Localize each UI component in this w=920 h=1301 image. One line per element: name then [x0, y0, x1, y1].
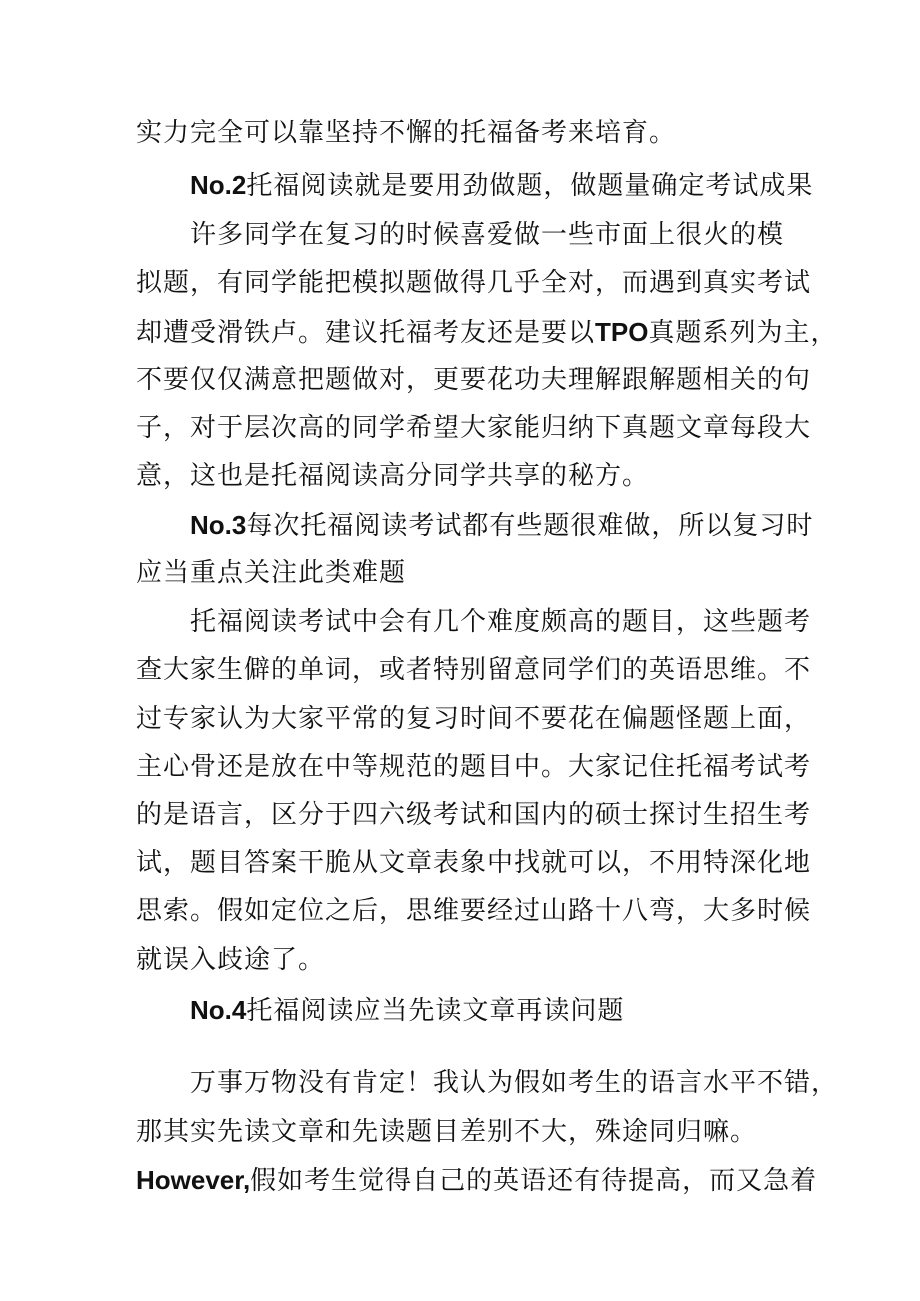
paragraph-line [136, 266, 811, 300]
line-text: 万事万物没有肯定！我认为假如考生的语言水平不错， [190, 1068, 839, 1098]
heading-text: 托福阅读应当先读文章再读问题 [246, 996, 625, 1026]
line-text: 意，这也是托福阅读高分同学共享的秘方。 [136, 461, 650, 491]
paragraph-line [136, 459, 649, 493]
line-text: 思索。假如定位之后，思维要经过山路十八弯，大多时候 [136, 896, 812, 926]
heading-number: No.2 [190, 170, 247, 200]
paragraph-line [136, 315, 837, 350]
section-heading-no3-cont [136, 556, 406, 590]
paragraph-line [136, 894, 811, 928]
line-text: 试，题目答案干脆从文章表象中找就可以，不用特深化地 [136, 848, 812, 878]
paragraph-line [136, 798, 811, 832]
paragraph-line [136, 846, 811, 880]
paragraph-line [136, 702, 811, 736]
line-text: 真题系列为主， [648, 318, 838, 348]
however-term: However, [136, 1165, 251, 1195]
paragraph-line [136, 1115, 757, 1149]
paragraph-line [136, 363, 811, 397]
section-heading-no2 [190, 168, 813, 203]
line-text: 子，对于层次高的同学希望大家能归纳下真题文章每段大 [136, 413, 812, 443]
line-text: 的是语言，区分于四六级考试和国内的硕士探讨生招生考 [136, 800, 812, 830]
line-text: 主心骨还是放在中等规范的题目中。大家记住托福考试考 [136, 752, 812, 782]
heading-text: 每次托福阅读考试都有些题很难做，所以复习时 [246, 511, 814, 541]
line-text: 就误入歧途了。 [136, 945, 326, 975]
heading-number: No.4 [190, 995, 247, 1025]
line-text: 实力完全可以靠坚持不懈的托福备考来培育。 [136, 118, 677, 148]
line-text: 托福阅读考试中会有几个难度颇高的题目，这些题考 [190, 607, 812, 637]
line-text: 假如考生觉得自己的英语还有待提高，而又急着 [250, 1166, 818, 1196]
paragraph-line [136, 943, 325, 977]
paragraph-line [190, 605, 811, 639]
paragraph-line [136, 1163, 817, 1198]
section-heading-no4 [190, 993, 624, 1028]
heading-number: No.3 [190, 510, 247, 540]
paragraph-line [136, 411, 811, 445]
paragraph-line [190, 1066, 838, 1100]
line-text: 查大家生僻的单词，或者特别留意同学们的英语思维。不 [136, 655, 812, 685]
line-text: 却遭受滑铁卢。建议托福考友还是要以 [136, 318, 596, 348]
heading-text: 托福阅读就是要用劲做题，做题量确定考试成果 [246, 171, 814, 201]
line-text: 那其实先读文章和先读题目差别不大，殊途同归嘛。 [136, 1117, 758, 1147]
paragraph-line [136, 116, 676, 150]
line-text: 拟题，有同学能把模拟题做得几乎全对，而遇到真实考试 [136, 268, 812, 298]
paragraph-line [136, 653, 811, 687]
line-text: 过专家认为大家平常的复习时间不要花在偏题怪题上面， [136, 704, 812, 734]
line-text: 不要仅仅满意把题做对，更要花功夫理解跟解题相关的句 [136, 365, 812, 395]
section-heading-no3 [190, 508, 813, 543]
paragraph-line [190, 218, 784, 252]
tpo-term: TPO [595, 317, 649, 347]
paragraph-line [136, 750, 811, 784]
heading-text: 应当重点关注此类难题 [136, 558, 407, 588]
line-text: 许多同学在复习的时候喜爱做一些市面上很火的模 [190, 220, 785, 250]
